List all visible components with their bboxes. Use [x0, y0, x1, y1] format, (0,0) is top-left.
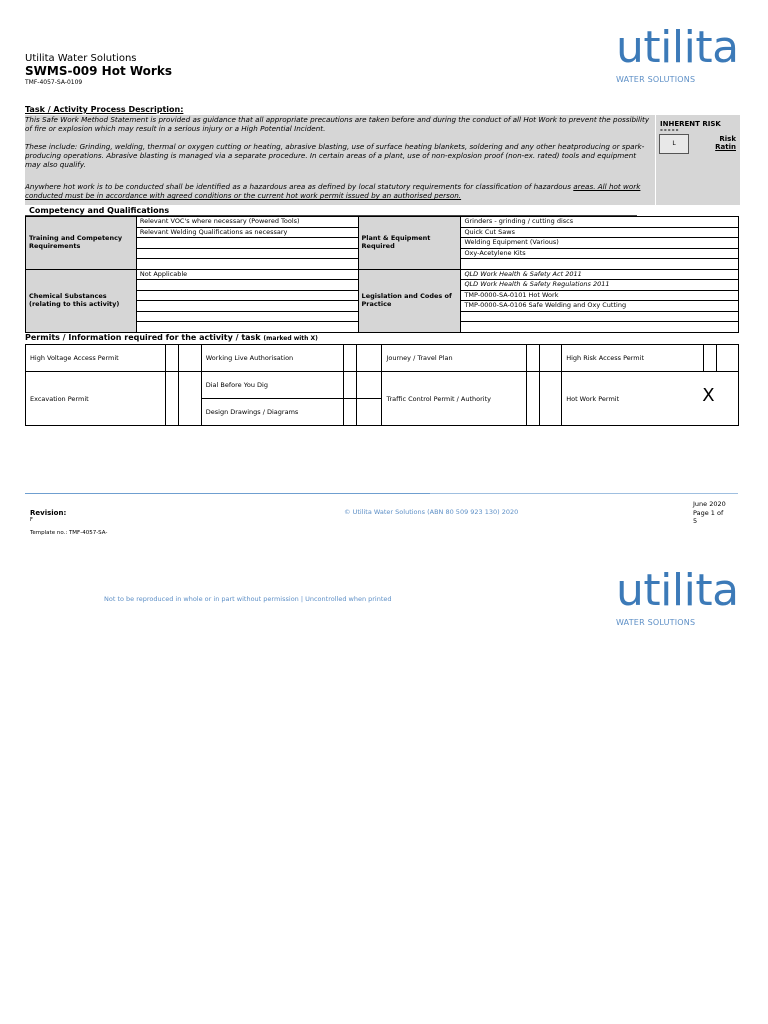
training-label: Training and Competency Requirements [26, 217, 137, 270]
checkbox-cell[interactable] [356, 399, 382, 426]
chemical-label: Chemical Substances (relating to this activity) [26, 269, 137, 332]
permits-table [25, 344, 739, 426]
training-item [136, 248, 358, 259]
training-item: Relevant Welding Qualifications as necessary [136, 227, 358, 238]
checkbox-cell[interactable] [540, 345, 562, 372]
legislation-item [461, 311, 739, 322]
design-drawings: Design Drawings / Diagrams [201, 399, 343, 426]
table-row [26, 345, 739, 372]
task-paragraph-3-continued: conducted must be in accordance with agreed conditions or the current hot work permit issued by an authorised person. [25, 191, 462, 200]
template-number: Template no.: TMF-4057-SA- [30, 530, 108, 536]
copyright: © Utilita Water Solutions (ABN 80 509 923 130) 2020 [344, 508, 519, 516]
revision-label: Revision: [30, 509, 67, 517]
task-paragraph-1: This Safe Work Method Statement is provided as guidance that all appropriate precautions are taken before and during the conduct of all Hot Work to prevent the possibility of fire or explosion which may result in a serious injury or a High Potential Incident. [25, 115, 650, 133]
task-description-box [25, 115, 655, 205]
utilita-logo: utilita [616, 22, 739, 73]
chemical-item [136, 290, 358, 301]
permits-heading-note: (marked with X) [263, 335, 318, 342]
table-row [26, 269, 739, 280]
plant-item: Welding Equipment (Various) [461, 238, 739, 249]
chemical-item [136, 301, 358, 312]
task-paragraph-3-text: Anywhere hot work is to be conducted shall be identified as a hazardous area as defined by local statutory requirements for classification of hazardous [25, 182, 571, 191]
high-voltage-permit: High Voltage Access Permit [26, 345, 166, 372]
checkbox-cell[interactable] [527, 372, 540, 426]
page-total: 5 [693, 517, 698, 525]
table-row [26, 372, 739, 399]
task-paragraph-3-underlined: areas. All hot work [573, 182, 641, 191]
hot-work-permit: Hot Work Permit [566, 394, 620, 403]
utilita-logo-footer: utilita [616, 565, 739, 616]
traffic-control-permit: Traffic Control Permit / Authority [382, 372, 527, 426]
footer-divider-accent [25, 493, 430, 494]
risk-rating-value: L [659, 134, 689, 154]
journey-travel-plan: Journey / Travel Plan [382, 345, 527, 372]
checkbox-cell[interactable] [165, 372, 178, 426]
checkbox-cell[interactable] [703, 345, 716, 372]
checkbox-cell[interactable] [343, 372, 356, 399]
working-live-authorisation: Working Live Authorisation [201, 345, 343, 372]
chemical-item [136, 280, 358, 291]
legislation-item: QLD Work Health & Safety Act 2011 [461, 269, 739, 280]
inherent-risk-underline: ----- [660, 126, 680, 134]
task-paragraph-3 [25, 182, 653, 200]
checkbox-cell[interactable] [356, 372, 382, 399]
permits-heading-text: Permits / Information required for the activity / task [25, 333, 261, 342]
inherent-risk-box [656, 115, 740, 205]
checkbox-cell[interactable] [178, 345, 201, 372]
checkbox-cell[interactable] [540, 372, 562, 426]
competency-table [25, 216, 739, 333]
risk-label-line2: Ratin [715, 143, 736, 151]
permits-heading [25, 333, 318, 342]
plant-label: Plant & Equipment Required [358, 217, 461, 270]
checkbox-cell[interactable] [716, 345, 738, 372]
revision-value: F [30, 517, 33, 523]
checkbox-cell[interactable] [356, 345, 382, 372]
logo-subtitle: WATER SOLUTIONS [616, 75, 696, 84]
page-number: Page 1 of [693, 508, 724, 517]
hot-work-permit-mark[interactable]: X [702, 385, 715, 406]
checkbox-cell[interactable] [165, 345, 178, 372]
chemical-item: Not Applicable [136, 269, 358, 280]
task-heading: Task / Activity Process Description: [25, 105, 637, 116]
training-item [136, 259, 358, 270]
hot-work-permit-cell [562, 372, 739, 426]
page-info [693, 500, 726, 526]
logo-subtitle-footer: WATER SOLUTIONS [616, 618, 696, 627]
competency-heading: Competency and Qualifications [25, 206, 637, 216]
copyright-notice: Not to be reproduced in whole or in part without permission | Uncontrolled when printed [104, 595, 392, 603]
plant-item [461, 259, 739, 270]
checkbox-cell[interactable] [343, 399, 356, 426]
training-item [136, 238, 358, 249]
company-name: Utilita Water Solutions [25, 53, 137, 64]
inherent-risk-title: INHERENT RISK [660, 120, 721, 128]
document-title: SWMS-009 Hot Works [25, 64, 172, 78]
checkbox-cell[interactable] [527, 345, 540, 372]
checkbox-cell[interactable] [178, 372, 201, 426]
checkbox-cell[interactable] [343, 345, 356, 372]
excavation-permit: Excavation Permit [26, 372, 166, 426]
plant-item: Oxy-Acetylene Kits [461, 248, 739, 259]
high-risk-access-permit: High Risk Access Permit [562, 345, 704, 372]
legislation-item [461, 322, 739, 333]
task-paragraph-2: These include: Grinding, welding, thermal or oxygen cutting or heating, abrasive blasting, use of surface heating blankets, soldering and any other heatproducing or spark-producing operations. Abrasive blasting is managed via a separate procedure. In certain areas of a plant, use of non-explosion proof (non-ex. rated) tools and equipment may also qualify. [25, 142, 645, 169]
legislation-item: TMP-0000-SA-0106 Safe Welding and Oxy Cutting [461, 301, 739, 312]
legislation-item: QLD Work Health & Safety Regulations 2011 [461, 280, 739, 291]
plant-item: Quick Cut Saws [461, 227, 739, 238]
dial-before-you-dig: Dial Before You Dig [201, 372, 343, 399]
chemical-item [136, 322, 358, 333]
legislation-item: TMP-0000-SA-0101 Hot Work [461, 290, 739, 301]
chemical-item [136, 311, 358, 322]
plant-item: Grinders - grinding / cutting discs [461, 217, 739, 228]
risk-label-line1: Risk [719, 135, 736, 143]
legislation-label: Legislation and Codes of Practice [358, 269, 461, 332]
document-code: TMF-4057-SA-0109 [25, 79, 83, 86]
table-row [26, 217, 739, 228]
risk-rating-label [715, 135, 736, 151]
footer-date: June 2020 [693, 500, 726, 508]
training-item: Relevant VOC's where necessary (Powered Tools) [136, 217, 358, 228]
